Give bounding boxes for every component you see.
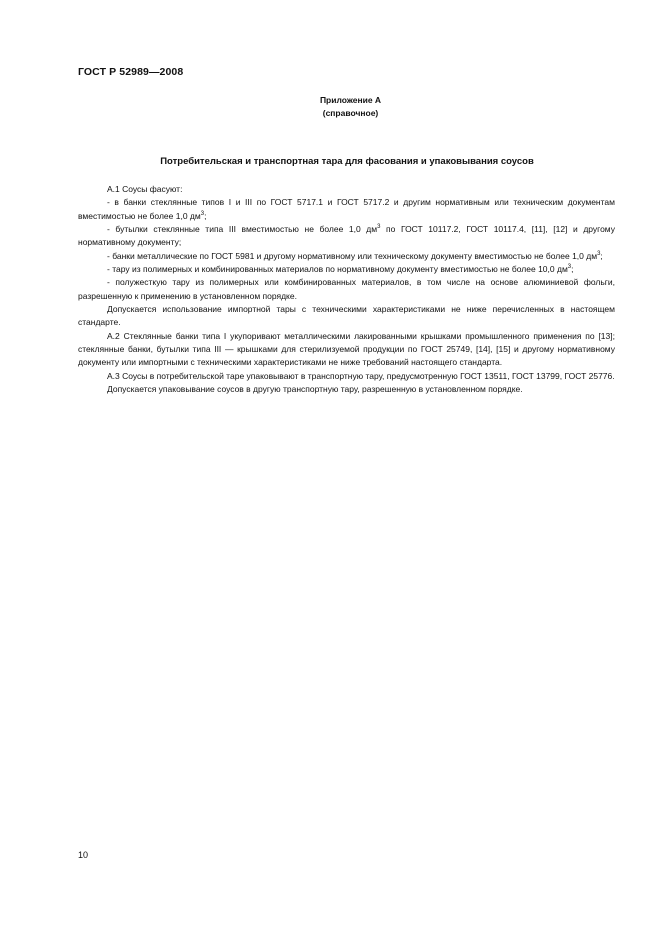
list-item-semirigid-containers: - полужесткую тару из полимерных или комбинированных материалов, в том числе на основе алюминиевой фольги, разрешенную к применению в установленном порядке. bbox=[78, 277, 615, 301]
list-item-punct: ; bbox=[204, 210, 207, 221]
paragraph-a3: А.3 Соусы в потребительской таре упаковывают в транспортную тару, предусмотренную ГОСТ 13511, ГОСТ 13799, ГОСТ 25776. bbox=[107, 370, 615, 381]
paragraph-a1: А.1 Соусы фасуют: bbox=[107, 184, 183, 194]
list-item-text: - банки металлические по ГОСТ 5981 и другому нормативному или техническому документу вместимостью не более 1,0 дм bbox=[107, 250, 598, 261]
list-item-text-continued: по ГОСТ 10117.2, ГОСТ 10117.4, [11], [12] и другому нормативному документу; bbox=[78, 224, 615, 248]
unit-superscript: 3 bbox=[377, 224, 381, 231]
list-item-glass-jars bbox=[78, 196, 615, 223]
unit-superscript: 3 bbox=[567, 264, 572, 271]
paragraph-a2: А.2 Стеклянные банки типа I укупоривают металлическими лакированными крышками промышленного применения по [13]; стеклянные банки, бутылки типа III — крышками для стерилизуемой продукции по ГОСТ 25749, [14], [15] и другому нормативному документу или импортными с техническими характеристиками не ниже требований настоящего стандарта. bbox=[78, 330, 615, 368]
list-item-text: - тару из полимерных и комбинированных материалов по нормативному документу вместимостью не более 10,0 дм bbox=[107, 264, 568, 275]
paragraph-import-containers: Допускается использование импортной тары с техническими характеристиками не ниже перечисленных в настоящем стандарте. bbox=[78, 304, 615, 328]
unit-superscript: 3 bbox=[597, 250, 601, 257]
appendix-label: Приложение А bbox=[319, 95, 382, 105]
appendix-heading bbox=[0, 94, 661, 120]
list-item-text: - бутылки стеклянные типа III вместимостью не более 1,0 дм bbox=[107, 224, 378, 235]
list-item-punct: ; bbox=[600, 250, 603, 261]
section-title: Потребительская и транспортная тара для фасования и упаковывания соусов bbox=[160, 156, 534, 167]
list-item-punct: ; bbox=[571, 264, 574, 275]
appendix-type: (справочное) bbox=[322, 108, 379, 118]
document-header: ГОСТ Р 52989—2008 bbox=[78, 66, 184, 78]
list-item-metal-cans bbox=[78, 250, 615, 263]
document-body bbox=[78, 183, 615, 397]
list-item-text: - в банки стеклянные типов I и III по ГОСТ 5717.1 и ГОСТ 5717.2 и другим нормативным или техническим документам вместимостью не более 1,0 дм bbox=[78, 197, 615, 221]
paragraph-transport-packaging: Допускается упаковывание соусов в другую транспортную тару, разрешенную в установленном порядке. bbox=[107, 384, 523, 395]
page-number: 10 bbox=[78, 850, 89, 860]
list-item-polymer-containers bbox=[78, 263, 615, 276]
list-item-glass-bottles bbox=[78, 223, 615, 250]
unit-superscript: 3 bbox=[200, 210, 205, 217]
